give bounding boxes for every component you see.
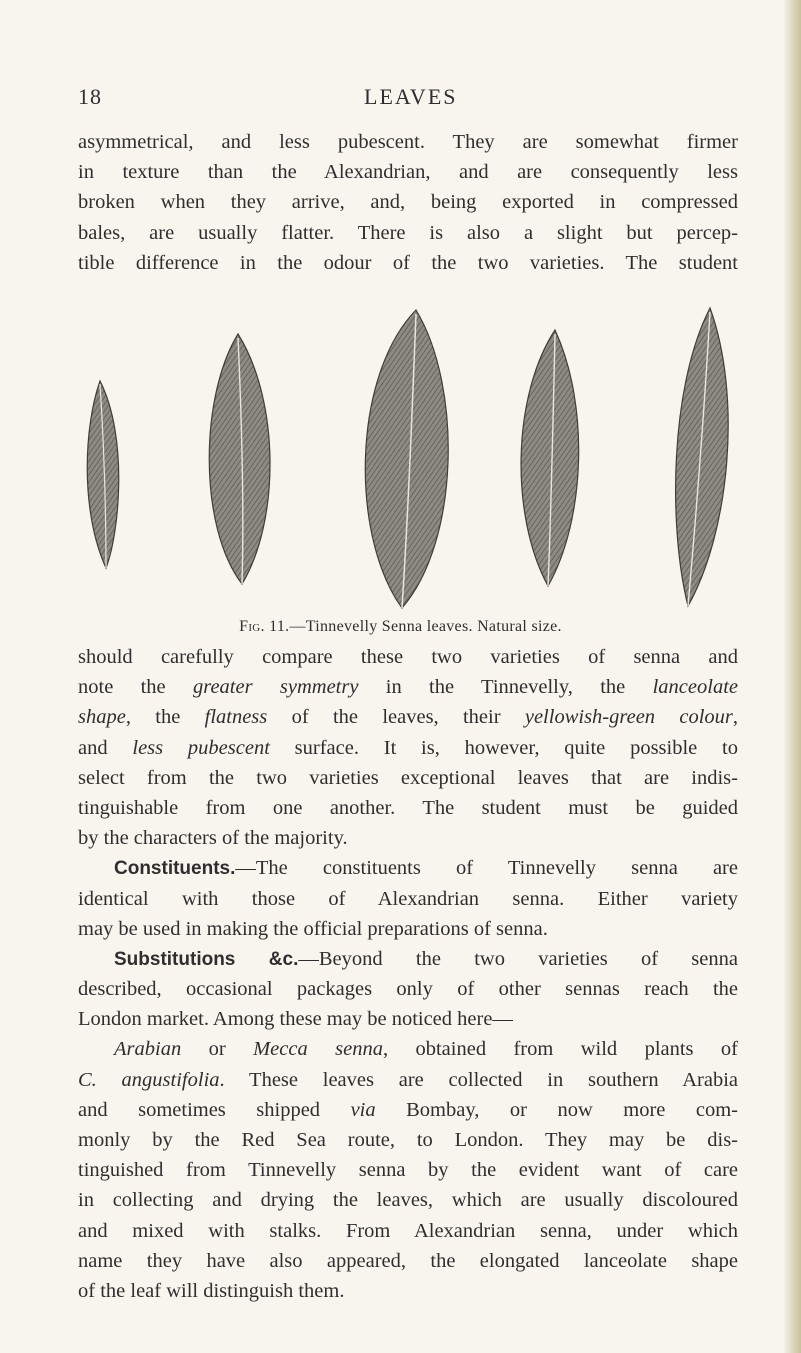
emphasis: lanceolate (652, 676, 738, 699)
section-heading-substitutions: Substitutions &c. (114, 948, 299, 970)
text-line: tinguishable from one another. The student must be guided (78, 796, 738, 819)
text-line: and less pubescent surface. It is, however, quite possible to (78, 736, 738, 759)
text-line: Constituents.—The constituents of Tinnevelly senna are (114, 857, 738, 880)
text-line: of the leaf will distinguish them. (78, 1279, 345, 1302)
emphasis: yellowish-green colour (524, 706, 733, 729)
emphasis: via (350, 1098, 376, 1121)
paragraph-intro (78, 127, 738, 278)
text-line: London market. Among these may be noticed here— (78, 1008, 513, 1031)
text-line: C. angustifolia. These leaves are collected in southern Arabia (78, 1068, 738, 1091)
emphasis: greater symmetry (192, 676, 359, 699)
text-line: Substitutions &c.—Beyond the two varieties of senna (114, 947, 738, 970)
text-line: broken when they arrive, and, being exported in compressed (78, 191, 738, 214)
text-line: select from the two varieties exceptional leaves that are indis- (78, 766, 738, 789)
leaf-3 (365, 310, 448, 608)
text-line: bales, are usually flatter. There is also a slight but percep- (78, 221, 738, 244)
figure-senna-leaves (70, 306, 760, 611)
paragraph-body (78, 642, 738, 1306)
text-line: note the greater symmetry in the Tinnevelly, the lanceolate (78, 676, 738, 699)
page-edge (783, 0, 801, 1353)
emphasis: less pubescent (132, 736, 270, 759)
text-line: may be used in making the official preparations of senna. (78, 917, 548, 940)
text-line: and sometimes shipped via Bombay, or now more com- (78, 1098, 738, 1121)
emphasis: flatness (204, 706, 268, 729)
text-line: in texture than the Alexandrian, and are consequently less (78, 161, 738, 184)
emphasis: Arabian (114, 1038, 182, 1061)
running-head: LEAVES (364, 84, 458, 109)
text-line: Arabian or Mecca senna, obtained from wild plants of (114, 1038, 739, 1061)
text-line: by the characters of the majority. (78, 827, 348, 850)
text-line: tinguished from Tinnevelly senna by the evident want of care (78, 1159, 738, 1182)
figure-label: Fig. 11. (239, 618, 290, 635)
page-number: 18 (78, 84, 102, 109)
figure-caption (0, 618, 801, 636)
leaves-illustration (70, 306, 760, 611)
section-heading-constituents: Constituents. (114, 858, 236, 880)
text-line: identical with those of Alexandrian senna. Either variety (78, 887, 738, 910)
figure-caption-text: —Tinnevelly Senna leaves. Natural size. (289, 618, 562, 635)
text-line: should carefully compare these two varieties of senna and (78, 646, 738, 668)
page-header (0, 84, 801, 114)
leaf-5 (676, 308, 729, 606)
text-line: asymmetrical, and less pubescent. They are somewhat firmer (78, 131, 738, 153)
text-line: tible difference in the odour of the two varieties. The student (78, 251, 738, 274)
emphasis: Mecca senna (253, 1038, 383, 1061)
leaf-1 (87, 381, 119, 568)
text-line: shape, the flatness of the leaves, their yellowish-green colour, (78, 706, 738, 729)
text-line: and mixed with stalks. From Alexandrian senna, under which (78, 1219, 738, 1242)
text-line: in collecting and drying the leaves, which are usually discoloured (78, 1189, 738, 1212)
leaf-2 (209, 334, 270, 584)
emphasis: C. angustifolia (78, 1068, 220, 1091)
text-line: name they have also appeared, the elongated lanceolate shape (78, 1249, 738, 1272)
emphasis: shape (78, 706, 126, 729)
text-line: described, occasional packages only of other sennas reach the (78, 978, 738, 1001)
leaf-4 (521, 330, 579, 586)
text-line: monly by the Red Sea route, to London. They may be dis- (78, 1129, 738, 1151)
